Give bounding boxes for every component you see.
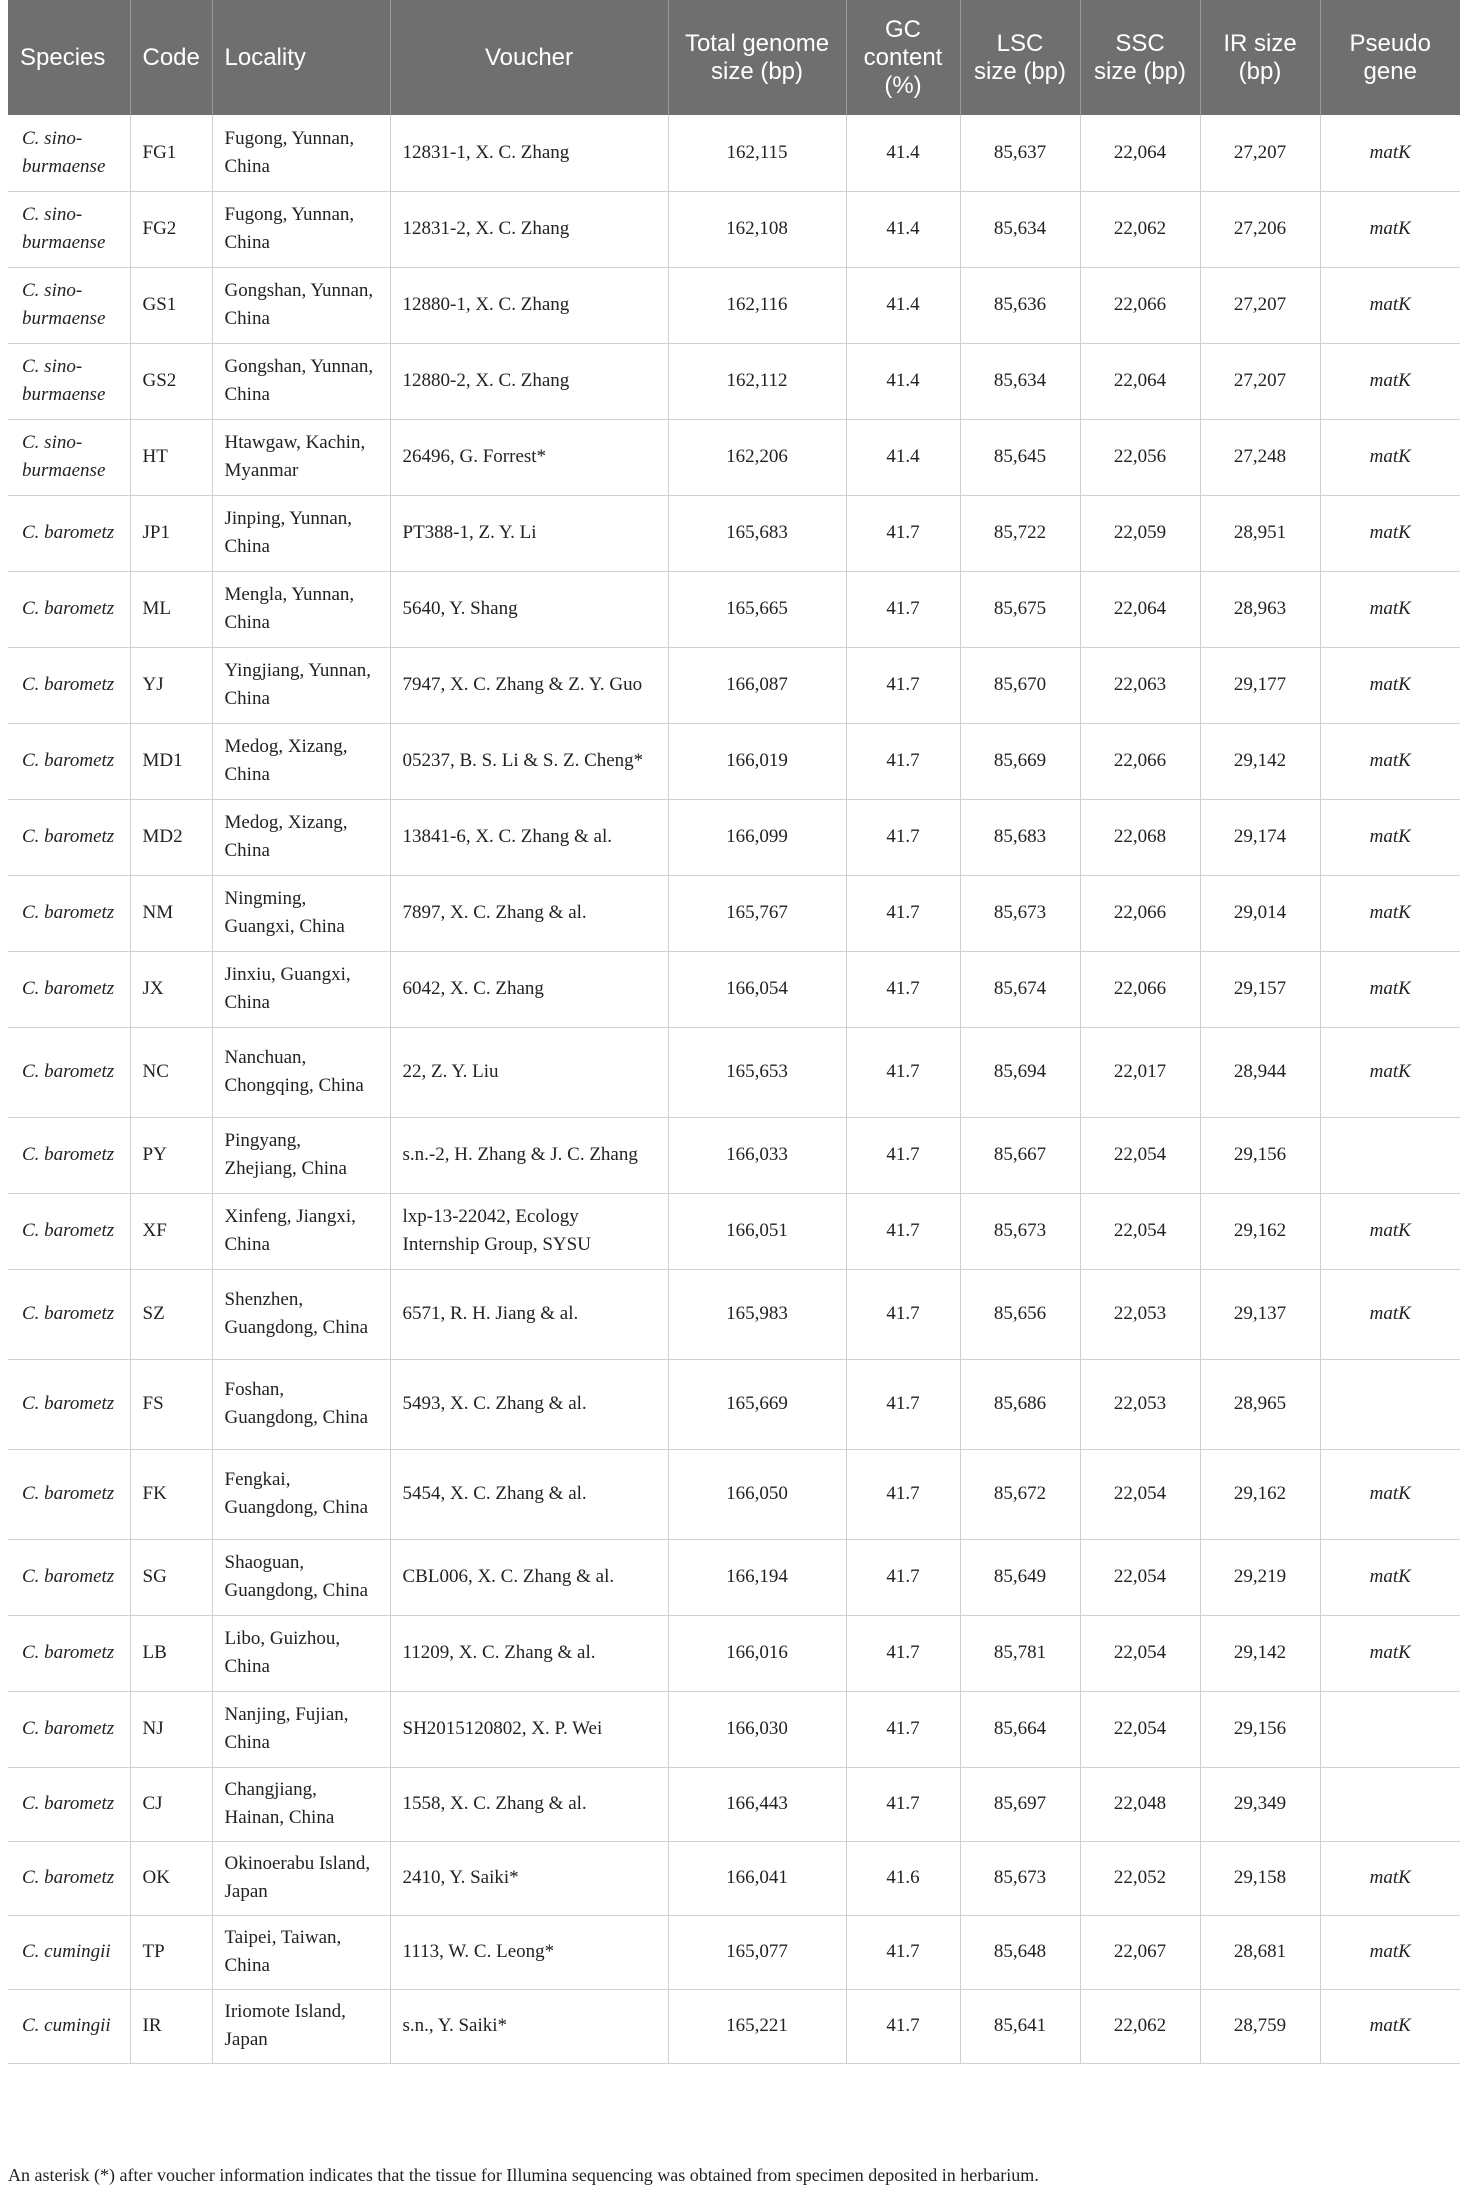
locality-cell: Fengkai, Guangdong, China: [212, 1449, 390, 1539]
total-genome-size-cell: 166,051: [668, 1193, 846, 1269]
pseudo-gene-cell: matK: [1320, 191, 1460, 267]
code-cell: TP: [130, 1915, 212, 1989]
lsc-size-cell: 85,683: [960, 799, 1080, 875]
pseudo-gene-cell: [1320, 1691, 1460, 1767]
locality-cell: Jinxiu, Guangxi, China: [212, 951, 390, 1027]
ssc-size-cell: 22,067: [1080, 1915, 1200, 1989]
ir-size-cell: 29,137: [1200, 1269, 1320, 1359]
ssc-size-cell: 22,068: [1080, 799, 1200, 875]
ir-size-cell: 29,162: [1200, 1449, 1320, 1539]
pseudo-gene-cell: matK: [1320, 571, 1460, 647]
species-cell: C. barometz: [8, 951, 130, 1027]
lsc-size-cell: 85,686: [960, 1359, 1080, 1449]
species-cell: C. barometz: [8, 799, 130, 875]
total-genome-size-cell: 165,221: [668, 1989, 846, 2063]
locality-cell: Nanjing, Fujian, China: [212, 1691, 390, 1767]
ir-size-cell: 29,158: [1200, 1841, 1320, 1915]
gc-content-cell: 41.7: [846, 723, 960, 799]
table-body: [8, 115, 1460, 2063]
header-locality: Locality: [212, 0, 390, 115]
table-row: [8, 267, 1460, 343]
locality-cell: Jinping, Yunnan, China: [212, 495, 390, 571]
code-cell: FG1: [130, 115, 212, 191]
ssc-size-cell: 22,052: [1080, 1841, 1200, 1915]
species-cell: C. sino-burmaense: [8, 191, 130, 267]
lsc-size-cell: 85,722: [960, 495, 1080, 571]
voucher-cell: 12880-1, X. C. Zhang: [390, 267, 668, 343]
total-genome-size-cell: 166,019: [668, 723, 846, 799]
ssc-size-cell: 22,054: [1080, 1691, 1200, 1767]
pseudo-gene-cell: matK: [1320, 1449, 1460, 1539]
code-cell: CJ: [130, 1767, 212, 1841]
lsc-size-cell: 85,667: [960, 1117, 1080, 1193]
header-ir-size: IR size (bp): [1200, 0, 1320, 115]
total-genome-size-cell: 162,116: [668, 267, 846, 343]
header-lsc-size: LSC size (bp): [960, 0, 1080, 115]
code-cell: OK: [130, 1841, 212, 1915]
locality-cell: Fugong, Yunnan, China: [212, 115, 390, 191]
ssc-size-cell: 22,053: [1080, 1269, 1200, 1359]
species-cell: C. sino-burmaense: [8, 115, 130, 191]
voucher-cell: 2410, Y. Saiki*: [390, 1841, 668, 1915]
total-genome-size-cell: 166,030: [668, 1691, 846, 1767]
voucher-cell: 13841-6, X. C. Zhang & al.: [390, 799, 668, 875]
total-genome-size-cell: 165,665: [668, 571, 846, 647]
species-cell: C. barometz: [8, 1691, 130, 1767]
ssc-size-cell: 22,054: [1080, 1193, 1200, 1269]
locality-cell: Taipei, Taiwan, China: [212, 1915, 390, 1989]
pseudo-gene-cell: matK: [1320, 1193, 1460, 1269]
ir-size-cell: 29,174: [1200, 799, 1320, 875]
voucher-cell: 6571, R. H. Jiang & al.: [390, 1269, 668, 1359]
ir-size-cell: 27,206: [1200, 191, 1320, 267]
table-row: [8, 343, 1460, 419]
ssc-size-cell: 22,064: [1080, 571, 1200, 647]
species-cell: C. barometz: [8, 875, 130, 951]
voucher-cell: 12831-1, X. C. Zhang: [390, 115, 668, 191]
locality-cell: Iriomote Island, Japan: [212, 1989, 390, 2063]
ssc-size-cell: 22,054: [1080, 1539, 1200, 1615]
locality-cell: Gongshan, Yunnan, China: [212, 267, 390, 343]
species-cell: C. barometz: [8, 1841, 130, 1915]
lsc-size-cell: 85,672: [960, 1449, 1080, 1539]
header-species: Species: [8, 0, 130, 115]
species-cell: C. barometz: [8, 1539, 130, 1615]
ir-size-cell: 28,963: [1200, 571, 1320, 647]
header-total-genome-size: Total genome size (bp): [668, 0, 846, 115]
locality-cell: Htawgaw, Kachin, Myanmar: [212, 419, 390, 495]
gc-content-cell: 41.4: [846, 115, 960, 191]
total-genome-size-cell: 165,653: [668, 1027, 846, 1117]
table-header: [8, 0, 1460, 115]
gc-content-cell: 41.7: [846, 571, 960, 647]
ssc-size-cell: 22,054: [1080, 1615, 1200, 1691]
table-row: [8, 1269, 1460, 1359]
lsc-size-cell: 85,697: [960, 1767, 1080, 1841]
voucher-cell: 5454, X. C. Zhang & al.: [390, 1449, 668, 1539]
ssc-size-cell: 22,066: [1080, 875, 1200, 951]
code-cell: SZ: [130, 1269, 212, 1359]
pseudo-gene-cell: matK: [1320, 799, 1460, 875]
voucher-cell: 12880-2, X. C. Zhang: [390, 343, 668, 419]
voucher-cell: SH2015120802, X. P. Wei: [390, 1691, 668, 1767]
ssc-size-cell: 22,063: [1080, 647, 1200, 723]
code-cell: XF: [130, 1193, 212, 1269]
species-cell: C. barometz: [8, 1767, 130, 1841]
total-genome-size-cell: 166,443: [668, 1767, 846, 1841]
total-genome-size-cell: 162,112: [668, 343, 846, 419]
ssc-size-cell: 22,017: [1080, 1027, 1200, 1117]
locality-cell: Shaoguan, Guangdong, China: [212, 1539, 390, 1615]
code-cell: JX: [130, 951, 212, 1027]
total-genome-size-cell: 165,683: [668, 495, 846, 571]
species-cell: C. barometz: [8, 495, 130, 571]
species-cell: C. barometz: [8, 1269, 130, 1359]
ssc-size-cell: 22,064: [1080, 115, 1200, 191]
gc-content-cell: 41.4: [846, 267, 960, 343]
total-genome-size-cell: 166,099: [668, 799, 846, 875]
species-cell: C. sino-burmaense: [8, 419, 130, 495]
total-genome-size-cell: 166,087: [668, 647, 846, 723]
gc-content-cell: 41.7: [846, 875, 960, 951]
ir-size-cell: 29,162: [1200, 1193, 1320, 1269]
voucher-cell: 26496, G. Forrest*: [390, 419, 668, 495]
species-cell: C. cumingii: [8, 1915, 130, 1989]
locality-cell: Pingyang, Zhejiang, China: [212, 1117, 390, 1193]
pseudo-gene-cell: [1320, 1767, 1460, 1841]
pseudo-gene-cell: matK: [1320, 267, 1460, 343]
code-cell: HT: [130, 419, 212, 495]
lsc-size-cell: 85,636: [960, 267, 1080, 343]
table-row: [8, 951, 1460, 1027]
pseudo-gene-cell: [1320, 1117, 1460, 1193]
gc-content-cell: 41.7: [846, 495, 960, 571]
ir-size-cell: 28,681: [1200, 1915, 1320, 1989]
voucher-cell: 22, Z. Y. Liu: [390, 1027, 668, 1117]
pseudo-gene-cell: matK: [1320, 875, 1460, 951]
lsc-size-cell: 85,673: [960, 1841, 1080, 1915]
code-cell: FG2: [130, 191, 212, 267]
pseudo-gene-cell: matK: [1320, 115, 1460, 191]
table-row: [8, 1027, 1460, 1117]
ir-size-cell: 27,207: [1200, 267, 1320, 343]
table-row: [8, 571, 1460, 647]
table-row: [8, 495, 1460, 571]
pseudo-gene-cell: matK: [1320, 495, 1460, 571]
locality-cell: Medog, Xizang, China: [212, 723, 390, 799]
ir-size-cell: 29,142: [1200, 1615, 1320, 1691]
table-row: [8, 1449, 1460, 1539]
species-cell: C. sino-burmaense: [8, 343, 130, 419]
pseudo-gene-cell: matK: [1320, 723, 1460, 799]
lsc-size-cell: 85,673: [960, 1193, 1080, 1269]
lsc-size-cell: 85,637: [960, 115, 1080, 191]
lsc-size-cell: 85,673: [960, 875, 1080, 951]
ssc-size-cell: 22,054: [1080, 1117, 1200, 1193]
locality-cell: Ningming, Guangxi, China: [212, 875, 390, 951]
species-cell: C. sino-burmaense: [8, 267, 130, 343]
code-cell: PY: [130, 1117, 212, 1193]
locality-cell: Medog, Xizang, China: [212, 799, 390, 875]
lsc-size-cell: 85,656: [960, 1269, 1080, 1359]
ssc-size-cell: 22,048: [1080, 1767, 1200, 1841]
lsc-size-cell: 85,634: [960, 343, 1080, 419]
code-cell: IR: [130, 1989, 212, 2063]
voucher-cell: s.n., Y. Saiki*: [390, 1989, 668, 2063]
ir-size-cell: 27,207: [1200, 115, 1320, 191]
locality-cell: Nanchuan, Chongqing, China: [212, 1027, 390, 1117]
species-cell: C. barometz: [8, 723, 130, 799]
voucher-cell: 6042, X. C. Zhang: [390, 951, 668, 1027]
locality-cell: Mengla, Yunnan, China: [212, 571, 390, 647]
code-cell: NC: [130, 1027, 212, 1117]
code-cell: GS2: [130, 343, 212, 419]
lsc-size-cell: 85,670: [960, 647, 1080, 723]
ir-size-cell: 29,156: [1200, 1691, 1320, 1767]
ir-size-cell: 28,965: [1200, 1359, 1320, 1449]
locality-cell: Yingjiang, Yunnan, China: [212, 647, 390, 723]
table-row: [8, 1615, 1460, 1691]
locality-cell: Xinfeng, Jiangxi, China: [212, 1193, 390, 1269]
species-cell: C. barometz: [8, 1615, 130, 1691]
code-cell: LB: [130, 1615, 212, 1691]
pseudo-gene-cell: [1320, 1359, 1460, 1449]
ssc-size-cell: 22,062: [1080, 191, 1200, 267]
species-cell: C. barometz: [8, 647, 130, 723]
pseudo-gene-cell: matK: [1320, 419, 1460, 495]
ssc-size-cell: 22,054: [1080, 1449, 1200, 1539]
ir-size-cell: 29,014: [1200, 875, 1320, 951]
pseudo-gene-cell: matK: [1320, 1841, 1460, 1915]
locality-cell: Shenzhen, Guangdong, China: [212, 1269, 390, 1359]
pseudo-gene-cell: matK: [1320, 1615, 1460, 1691]
gc-content-cell: 41.6: [846, 1841, 960, 1915]
total-genome-size-cell: 166,033: [668, 1117, 846, 1193]
species-cell: C. barometz: [8, 1027, 130, 1117]
ir-size-cell: 28,944: [1200, 1027, 1320, 1117]
gc-content-cell: 41.7: [846, 1539, 960, 1615]
species-cell: C. barometz: [8, 1117, 130, 1193]
ir-size-cell: 28,759: [1200, 1989, 1320, 2063]
voucher-cell: CBL006, X. C. Zhang & al.: [390, 1539, 668, 1615]
ir-size-cell: 29,219: [1200, 1539, 1320, 1615]
species-cell: C. barometz: [8, 1449, 130, 1539]
ssc-size-cell: 22,066: [1080, 267, 1200, 343]
ir-size-cell: 27,248: [1200, 419, 1320, 495]
voucher-cell: 1558, X. C. Zhang & al.: [390, 1767, 668, 1841]
code-cell: SG: [130, 1539, 212, 1615]
voucher-cell: 7897, X. C. Zhang & al.: [390, 875, 668, 951]
lsc-size-cell: 85,664: [960, 1691, 1080, 1767]
voucher-cell: 05237, B. S. Li & S. Z. Cheng*: [390, 723, 668, 799]
voucher-cell: 5640, Y. Shang: [390, 571, 668, 647]
locality-cell: Changjiang, Hainan, China: [212, 1767, 390, 1841]
table-row: [8, 1915, 1460, 1989]
header-code: Code: [130, 0, 212, 115]
gc-content-cell: 41.7: [846, 1691, 960, 1767]
locality-cell: Fugong, Yunnan, China: [212, 191, 390, 267]
pseudo-gene-cell: matK: [1320, 647, 1460, 723]
total-genome-size-cell: 165,767: [668, 875, 846, 951]
table-row: [8, 419, 1460, 495]
voucher-cell: PT388-1, Z. Y. Li: [390, 495, 668, 571]
locality-cell: Gongshan, Yunnan, China: [212, 343, 390, 419]
lsc-size-cell: 85,669: [960, 723, 1080, 799]
gc-content-cell: 41.7: [846, 1449, 960, 1539]
total-genome-size-cell: 165,077: [668, 1915, 846, 1989]
header-pseudo-gene: Pseudo gene: [1320, 0, 1460, 115]
lsc-size-cell: 85,645: [960, 419, 1080, 495]
voucher-cell: 1113, W. C. Leong*: [390, 1915, 668, 1989]
lsc-size-cell: 85,781: [960, 1615, 1080, 1691]
lsc-size-cell: 85,641: [960, 1989, 1080, 2063]
code-cell: FS: [130, 1359, 212, 1449]
gc-content-cell: 41.7: [846, 1359, 960, 1449]
table-row: [8, 115, 1460, 191]
total-genome-size-cell: 165,669: [668, 1359, 846, 1449]
total-genome-size-cell: 166,054: [668, 951, 846, 1027]
table-row: [8, 1841, 1460, 1915]
pseudo-gene-cell: matK: [1320, 1989, 1460, 2063]
code-cell: YJ: [130, 647, 212, 723]
ssc-size-cell: 22,064: [1080, 343, 1200, 419]
locality-cell: Foshan, Guangdong, China: [212, 1359, 390, 1449]
ssc-size-cell: 22,056: [1080, 419, 1200, 495]
total-genome-size-cell: 162,206: [668, 419, 846, 495]
header-gc-content: GC content (%): [846, 0, 960, 115]
ssc-size-cell: 22,059: [1080, 495, 1200, 571]
table-row: [8, 647, 1460, 723]
code-cell: FK: [130, 1449, 212, 1539]
pseudo-gene-cell: matK: [1320, 1915, 1460, 1989]
lsc-size-cell: 85,674: [960, 951, 1080, 1027]
table-row: [8, 1691, 1460, 1767]
total-genome-size-cell: 166,050: [668, 1449, 846, 1539]
table-row: [8, 799, 1460, 875]
species-cell: C. cumingii: [8, 1989, 130, 2063]
ssc-size-cell: 22,053: [1080, 1359, 1200, 1449]
header-ssc-size: SSC size (bp): [1080, 0, 1200, 115]
ir-size-cell: 29,349: [1200, 1767, 1320, 1841]
lsc-size-cell: 85,634: [960, 191, 1080, 267]
total-genome-size-cell: 166,016: [668, 1615, 846, 1691]
table-row: [8, 1359, 1460, 1449]
ir-size-cell: 27,207: [1200, 343, 1320, 419]
table-row: [8, 1117, 1460, 1193]
code-cell: NM: [130, 875, 212, 951]
total-genome-size-cell: 162,108: [668, 191, 846, 267]
total-genome-size-cell: 166,194: [668, 1539, 846, 1615]
ssc-size-cell: 22,066: [1080, 723, 1200, 799]
genome-table: [8, 0, 1460, 2064]
species-cell: C. barometz: [8, 1359, 130, 1449]
gc-content-cell: 41.4: [846, 191, 960, 267]
ir-size-cell: 29,156: [1200, 1117, 1320, 1193]
table-row: [8, 875, 1460, 951]
gc-content-cell: 41.7: [846, 1193, 960, 1269]
lsc-size-cell: 85,675: [960, 571, 1080, 647]
header-voucher: Voucher: [390, 0, 668, 115]
table-row: [8, 1193, 1460, 1269]
code-cell: MD2: [130, 799, 212, 875]
gc-content-cell: 41.7: [846, 647, 960, 723]
ssc-size-cell: 22,066: [1080, 951, 1200, 1027]
voucher-cell: 5493, X. C. Zhang & al.: [390, 1359, 668, 1449]
species-cell: C. barometz: [8, 1193, 130, 1269]
voucher-cell: s.n.-2, H. Zhang & J. C. Zhang: [390, 1117, 668, 1193]
code-cell: GS1: [130, 267, 212, 343]
table-row: [8, 1989, 1460, 2063]
code-cell: JP1: [130, 495, 212, 571]
total-genome-size-cell: 165,983: [668, 1269, 846, 1359]
gc-content-cell: 41.7: [846, 799, 960, 875]
ir-size-cell: 28,951: [1200, 495, 1320, 571]
locality-cell: Okinoerabu Island, Japan: [212, 1841, 390, 1915]
gc-content-cell: 41.7: [846, 1989, 960, 2063]
table-row: [8, 1539, 1460, 1615]
gc-content-cell: 41.7: [846, 1027, 960, 1117]
ir-size-cell: 29,157: [1200, 951, 1320, 1027]
voucher-cell: 12831-2, X. C. Zhang: [390, 191, 668, 267]
gc-content-cell: 41.4: [846, 419, 960, 495]
ir-size-cell: 29,177: [1200, 647, 1320, 723]
gc-content-cell: 41.7: [846, 1767, 960, 1841]
pseudo-gene-cell: matK: [1320, 343, 1460, 419]
voucher-cell: 7947, X. C. Zhang & Z. Y. Guo: [390, 647, 668, 723]
total-genome-size-cell: 162,115: [668, 115, 846, 191]
pseudo-gene-cell: matK: [1320, 1539, 1460, 1615]
gc-content-cell: 41.7: [846, 1269, 960, 1359]
gc-content-cell: 41.7: [846, 1615, 960, 1691]
pseudo-gene-cell: matK: [1320, 951, 1460, 1027]
gc-content-cell: 41.4: [846, 343, 960, 419]
lsc-size-cell: 85,694: [960, 1027, 1080, 1117]
table-row: [8, 191, 1460, 267]
table-row: [8, 1767, 1460, 1841]
ssc-size-cell: 22,062: [1080, 1989, 1200, 2063]
voucher-cell: lxp-13-22042, Ecology Internship Group, SYSU: [390, 1193, 668, 1269]
code-cell: MD1: [130, 723, 212, 799]
ir-size-cell: 29,142: [1200, 723, 1320, 799]
table-footnote: An asterisk (*) after voucher information indicates that the tissue for Illumina sequencing was obtained from specimen deposited in herbarium.: [8, 2165, 1039, 2185]
gc-content-cell: 41.7: [846, 1915, 960, 1989]
gc-content-cell: 41.7: [846, 1117, 960, 1193]
code-cell: NJ: [130, 1691, 212, 1767]
gc-content-cell: 41.7: [846, 951, 960, 1027]
pseudo-gene-cell: matK: [1320, 1027, 1460, 1117]
species-cell: C. barometz: [8, 571, 130, 647]
code-cell: ML: [130, 571, 212, 647]
voucher-cell: 11209, X. C. Zhang & al.: [390, 1615, 668, 1691]
table-row: [8, 723, 1460, 799]
locality-cell: Libo, Guizhou, China: [212, 1615, 390, 1691]
pseudo-gene-cell: matK: [1320, 1269, 1460, 1359]
lsc-size-cell: 85,649: [960, 1539, 1080, 1615]
lsc-size-cell: 85,648: [960, 1915, 1080, 1989]
total-genome-size-cell: 166,041: [668, 1841, 846, 1915]
